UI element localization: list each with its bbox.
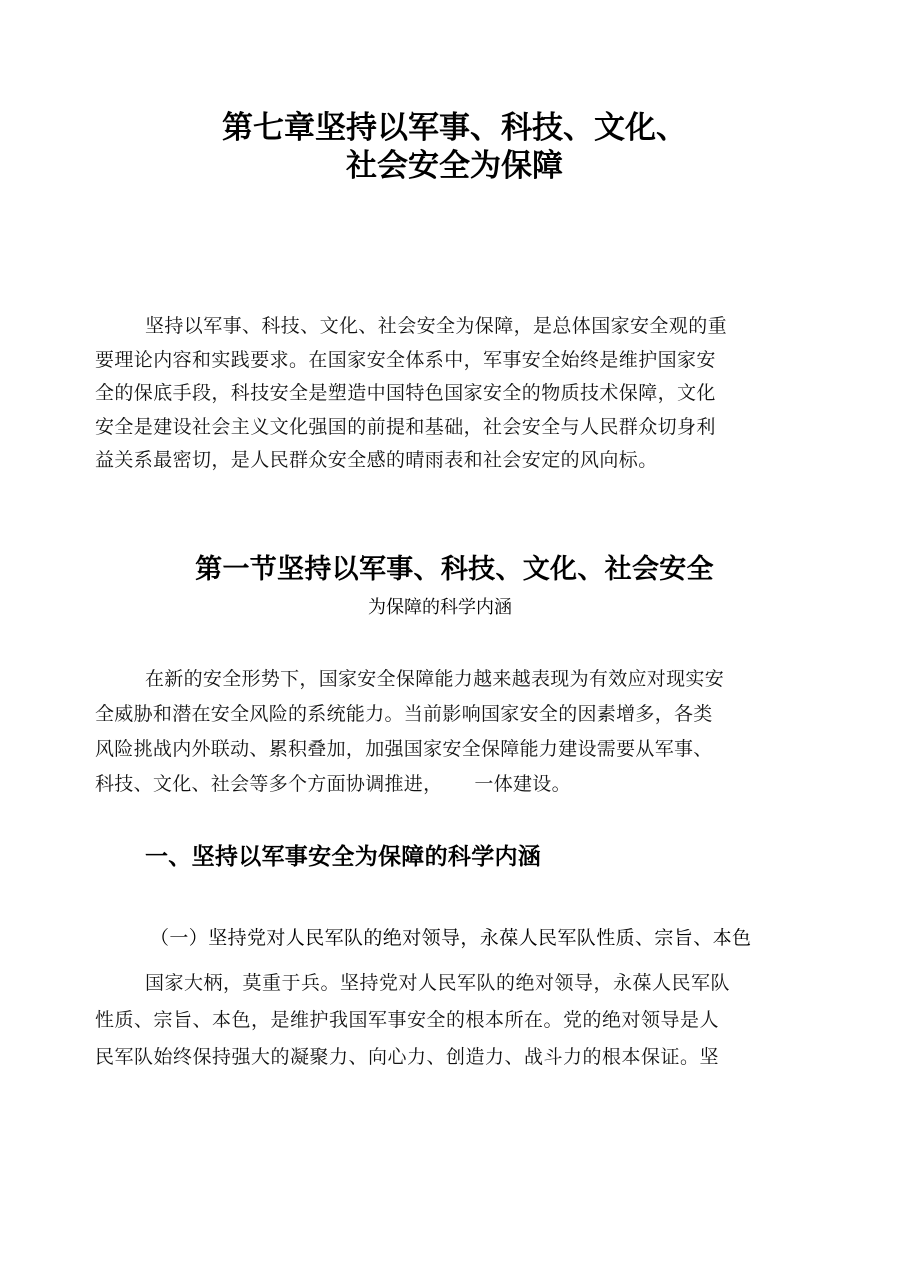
intro-line: 益关系最密切，是人民群众安全感的晴雨表和社会安定的风向标。 bbox=[95, 449, 658, 471]
point-para-line: 国家大柄，莫重于兵。坚持党对人民军队的绝对领导，永葆人民军队 bbox=[145, 972, 731, 994]
section-para-line: 全威胁和潜在安全风险的系统能力。当前影响国家安全的因素增多，各类 bbox=[95, 703, 713, 725]
intro-line: 坚持以军事、科技、文化、社会安全为保障，是总体国家安全观的重 bbox=[145, 315, 728, 337]
point-para-line: 民军队始终保持强大的凝聚力、向心力、创造力、战斗力的根本保证。坚 bbox=[95, 1046, 720, 1068]
section-para-line-last bbox=[95, 767, 724, 802]
chapter-title-line-1: 第七章坚持以军事、科技、文化、 bbox=[222, 110, 687, 146]
intro-line: 安全是建设社会主义文化强国的前提和基础，社会安全与人民群众切身利 bbox=[95, 415, 716, 438]
section-subtitle: 为保障的科学内涵 bbox=[368, 597, 512, 618]
intro-paragraph bbox=[95, 310, 727, 478]
section-para-line: 在新的安全形势下，国家安全保障能力越来越表现为有效应对现实安 bbox=[145, 668, 725, 690]
point-paragraph bbox=[95, 965, 730, 1076]
section-paragraph bbox=[95, 662, 724, 802]
point-para-line: 性质、宗旨、本色，是维护我国军事安全的根本所在。党的绝对领导是人 bbox=[95, 1009, 720, 1031]
intro-line: 要理论内容和实践要求。在国家安全体系中，军事安全始终是维护国家安 bbox=[95, 348, 716, 371]
intro-line: 全的保底手段，科技安全是塑造中国特色国家安全的物质技术保障，文化 bbox=[95, 382, 716, 404]
section-para-text: 科技、文化、社会等多个方面协调推进， bbox=[95, 773, 443, 795]
section-para-text-end: 一体建设。 bbox=[474, 773, 571, 795]
point-heading: （一）坚持党对人民军队的绝对领导，永葆人民军队性质、宗旨、本色 bbox=[150, 927, 752, 949]
section-para-line: 风险挑战内外联动、累积叠加，加强国家安全保障能力建设需要从军事、 bbox=[95, 738, 713, 760]
subsection-heading: 一、坚持以军事安全为保障的科学内涵 bbox=[145, 843, 542, 870]
chapter-title-line-2: 社会安全为保障 bbox=[346, 148, 563, 184]
section-title: 第一节坚持以军事、科技、文化、社会安全 bbox=[195, 554, 714, 585]
